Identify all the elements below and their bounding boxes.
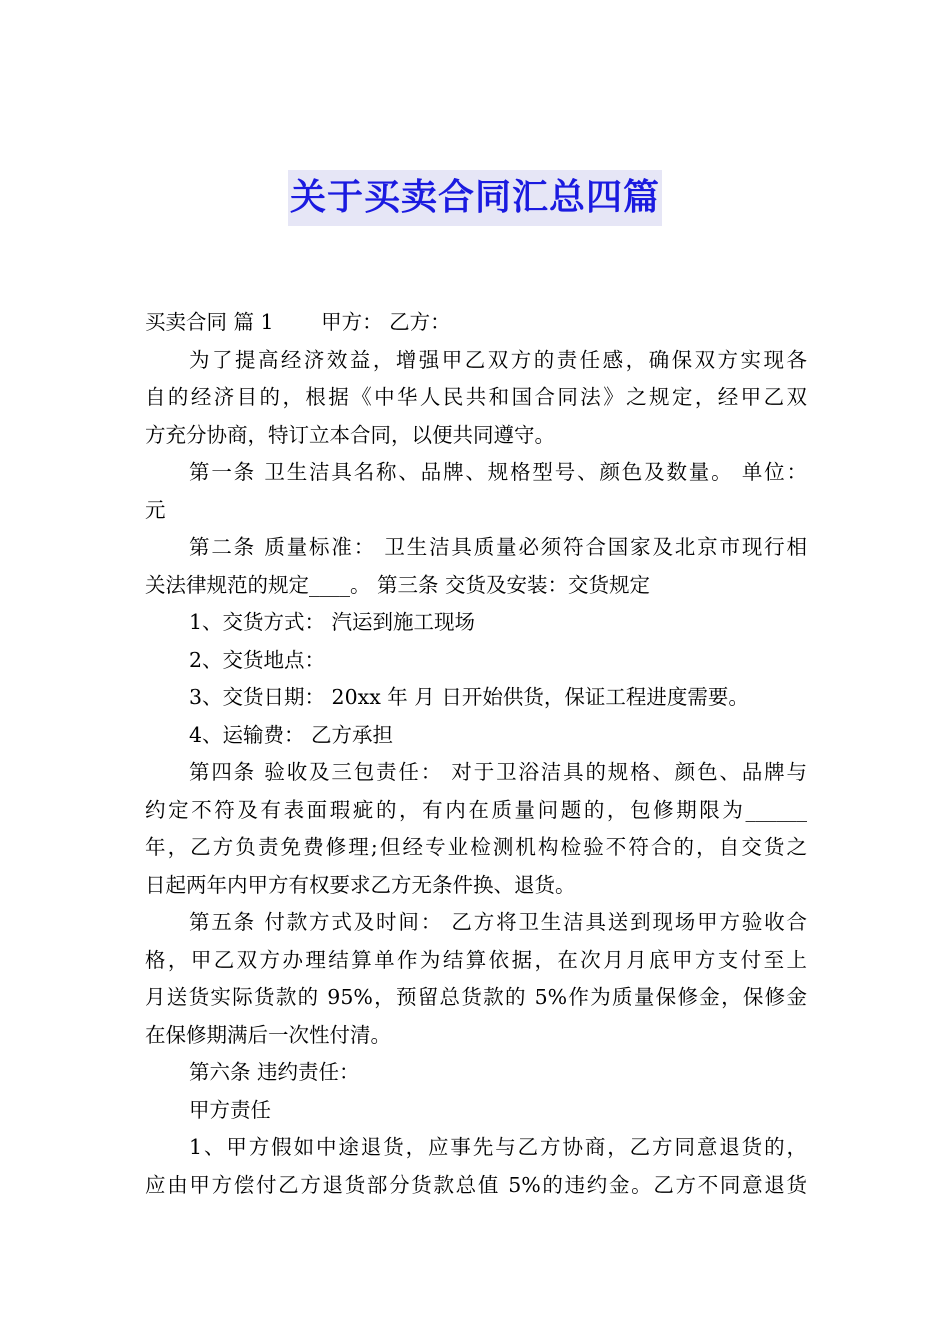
body-line: 自的经济目的，根据《中华人民共和国合同法》之规定，经甲乙双 bbox=[145, 385, 807, 409]
document-title: 关于买卖合同汇总四篇 bbox=[288, 170, 662, 226]
body-line: 2、交货地点： bbox=[189, 647, 326, 672]
body-line: 年，乙方负责免费修理;但经专业检测机构检验不符合的，自交货之 bbox=[145, 835, 807, 859]
body-line: 格，甲乙双方办理结算单作为结算依据，在次月月底甲方支付至上 bbox=[145, 947, 807, 972]
body-line: 1、甲方假如中途退货，应事先与乙方协商，乙方同意退货的， bbox=[189, 1135, 807, 1159]
title-container bbox=[0, 170, 950, 226]
body-line: 日起两年内甲方有权要求乙方无条件换、退货。 bbox=[145, 872, 576, 897]
body-line: 应由甲方偿付乙方退货部分货款总值 5%的违约金。乙方不同意退货 bbox=[145, 1172, 807, 1197]
body-line: 约定不符及有表面瑕疵的，有内在质量问题的，包修期限为______ bbox=[145, 797, 807, 822]
body-line: 元 bbox=[145, 497, 166, 522]
body-line: 方充分协商，特订立本合同，以便共同遵守。 bbox=[145, 422, 555, 447]
body-line: 月送货实际货款的 95%，预留总货款的 5%作为质量保修金，保修金 bbox=[145, 985, 807, 1009]
body-line: 关法律规范的规定____。 第三条 交货及安装：交货规定 bbox=[145, 572, 651, 597]
body-line: 为了提高经济效益，增强甲乙双方的责任感，确保双方实现各 bbox=[189, 347, 807, 372]
body-line: 在保修期满后一次性付清。 bbox=[145, 1022, 391, 1047]
body-line: 4、运输费： 乙方承担 bbox=[189, 722, 394, 747]
body-line: 第六条 违约责任： bbox=[189, 1060, 360, 1084]
body-line: 第二条 质量标准： 卫生洁具质量必须符合国家及北京市现行相 bbox=[189, 535, 807, 559]
body-line: 第四条 验收及三包责任： 对于卫浴洁具的规格、颜色、品牌与 bbox=[189, 760, 807, 784]
body-line: 3、交货日期： 20xx 年 月 日开始供货，保证工程进度需要。 bbox=[189, 685, 749, 709]
document-body bbox=[145, 304, 807, 1204]
body-line: 第五条 付款方式及时间： 乙方将卫生洁具送到现场甲方验收合 bbox=[189, 910, 807, 934]
body-line: 甲方责任 bbox=[189, 1097, 271, 1122]
body-line: 第一条 卫生洁具名称、品牌、规格型号、颜色及数量。 单位： bbox=[189, 460, 807, 484]
body-line: 1、交货方式： 汽运到施工现场 bbox=[189, 610, 476, 634]
body-line: 买卖合同 篇 1 甲方： 乙方： bbox=[145, 310, 451, 334]
